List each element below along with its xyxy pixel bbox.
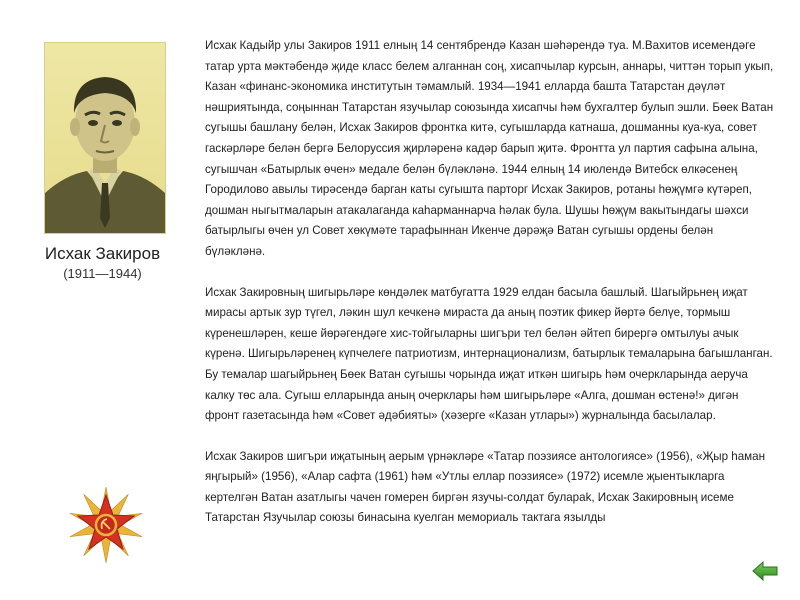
biography-text [205, 36, 775, 529]
biography-paragraph: Исхак Закиров шигъри иҗатының аерым үрнәкләре «Татар поэзиясе антологиясе» (1956), «Җыр һаман яңгырый» (1956), «Алар сафта (1961) һәм «Утлы еллар поэзиясе» (1972) исемле җыентыкларга кертелгән Ватан азатлыгы чачен гомерен биргән язучы-солдат булараk, Исхак Закировның исеме Татарстан Язучылар союзы бинасына куелган мемориаль тактага язылды [205, 449, 765, 525]
left-column [0, 0, 200, 600]
person-name: Исхак Закиров [44, 244, 161, 263]
biography-paragraph: Исхак Кадыйр улы Закиров 1911 елның 14 сентябрендә Казан шәһәрендә туа. М.Вахитов исемендәге татар урта мәктәбендә җиде класс белем алганнан соң, хисапчылар курсын, аннары, читтән торып укып, Казан «финанс-экономика институтын тәмамлый. 1934—1941 елларда башта Татарстан дәүләт нәшриятында, соңыннан Татарстан язучылар союзында хисапчы һәм бухгалтер булып эшли. Бөек Ватан сугышы башлану белән, Исхак Закиров фронтка китә, сугышларда катнаша, дошманны куа-куа, совет гаскәрләре белән бергә Белоруссия җирләренә кадәр барып җитә. Фронтта ул партия сафына алына, сугышчан «Батырлык өчен» медале белән бүләкләнә. 1944 елның 14 июлендә Витебск өлкәсенең Городилово авылы тирәсендә барган каты сугышта парторг Исхак Закиров, ротаны һөҗүмгә күтәреп, дошман ныгытмаларын атакалаганда каһарманнарча һәлак була. Шушы һөҗүм вакытындагы шәхси батырлыгы өчен ул Совет хөкүмәте тарафыннан Икенче дәрәҗә Ватан сугышы ордены белән бүләкләнә. [205, 39, 774, 258]
order-of-patriotic-war-icon [66, 485, 146, 565]
person-years: (1911—1944) [63, 266, 142, 281]
portrait-drawing [45, 43, 165, 233]
portrait-photo [44, 42, 166, 234]
biography-paragraph: Исхак Закировның шигырьләре көндәлек матбугатта 1929 елдан басыла башлый. Шагыйрьнең иҗат мирасы артык зур түгел, ләкин шул кечкенә мираста да аның поэтик фикер йөртә белүе, тормыш күренешләрен, кеше йөрәгендәге хис-тойгыларны шигъри тел белән әйтеп бирергә омтылуы ачык күренә. Шигырьләренең күпчелеге патриотизм, интернационализм, батырлык темаларына багышланган. Бу темалар шагыйрьнең Бөек Ватан сугышы чорында иҗат иткән шигырь һәм очеркларында аеруча калку төс ала. Сугыш елларында аның очерклары һәм шигырьләре «Алга, дошман өстенә!» дигән фронт газетасында һәм «Совет әдәбияты» (хәзерге «Казан утлары») журналында басылалар. [205, 285, 773, 423]
back-arrow-icon[interactable] [752, 560, 778, 582]
